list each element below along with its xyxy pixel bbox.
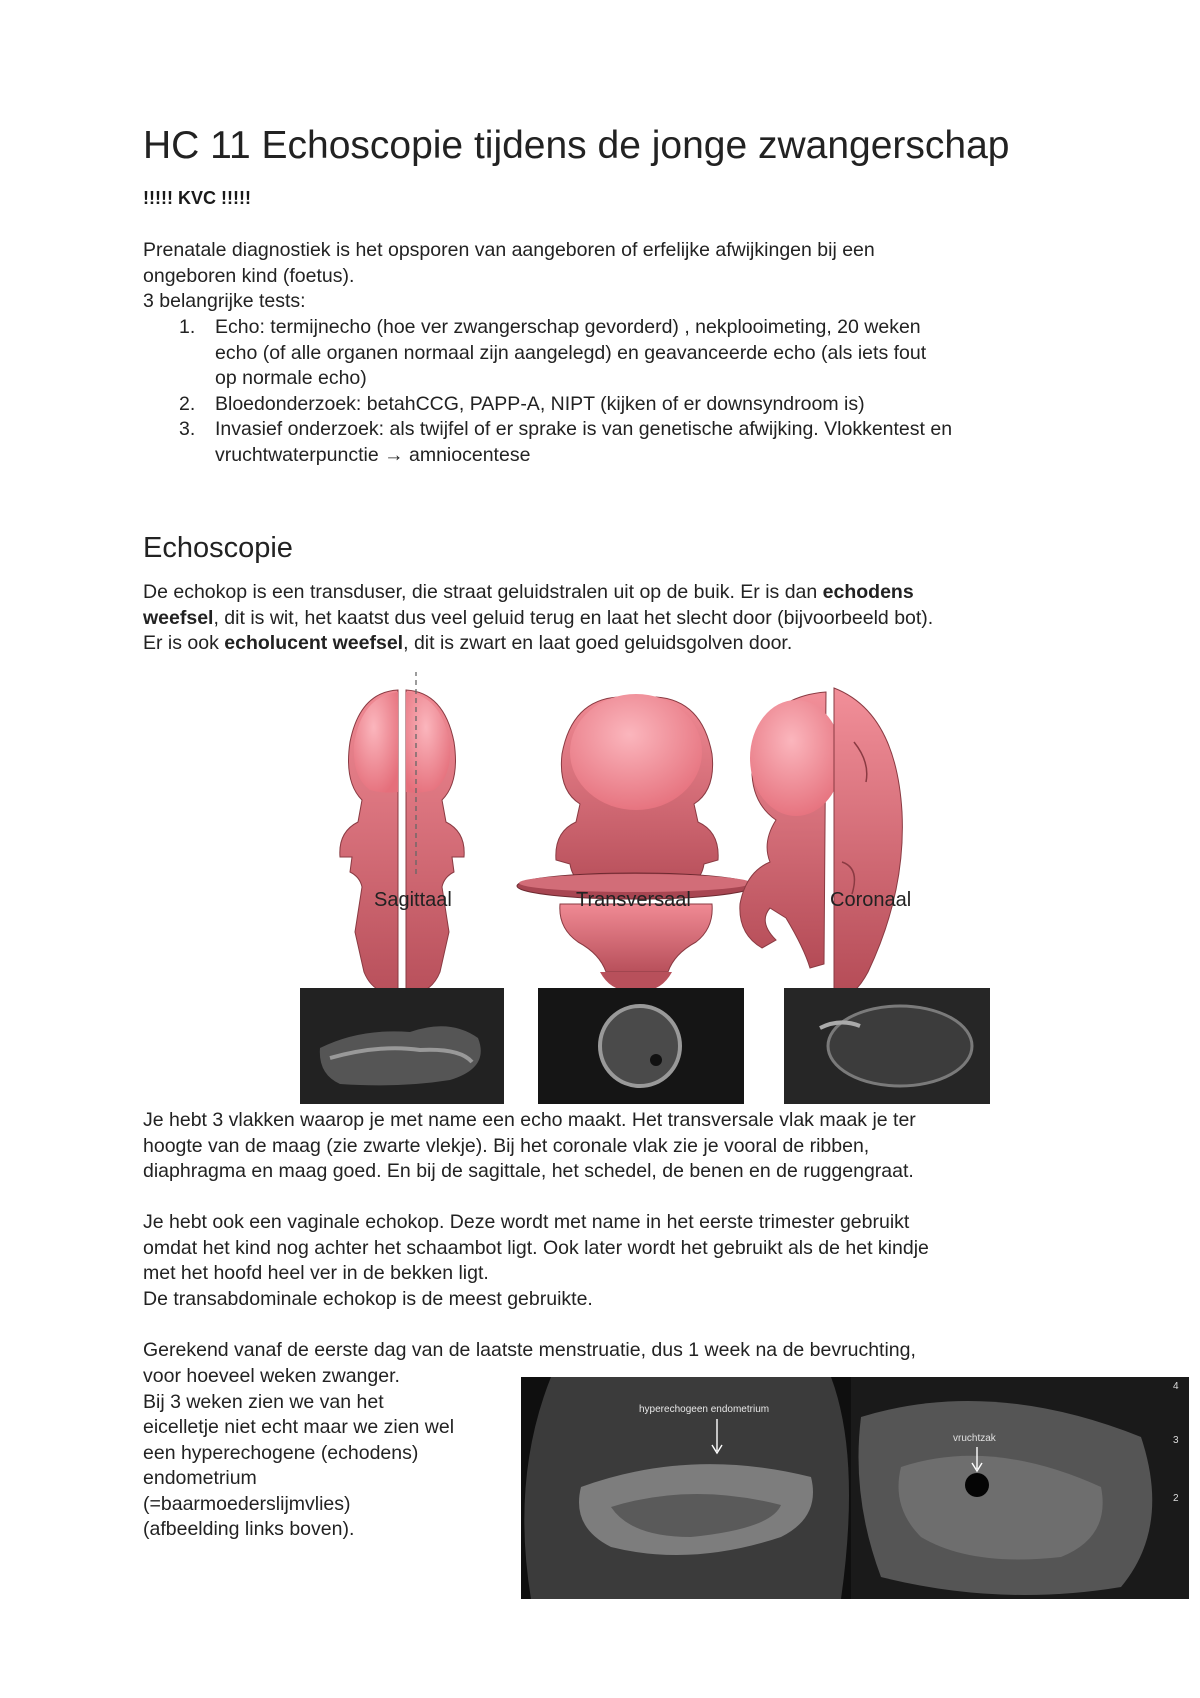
text-span: De echokop is een transduser, die straat geluidstralen uit op de buik. Er is dan — [143, 581, 823, 603]
intro-line: ongeboren kind (foetus). — [143, 264, 355, 287]
label-coronal: Coronaal — [830, 889, 912, 911]
list-line: Bloedonderzoek: betahCCG, PAPP-A, NIPT (kijken of er downsyndroom is) — [215, 392, 865, 415]
text-line: (afbeelding links boven). — [143, 1518, 355, 1540]
label-sagittal: Sagittaal — [374, 889, 452, 911]
text-span: Er is ook — [143, 632, 225, 654]
list-line: echo (of alle organen normaal zijn aangelegd) en geavanceerde echo (als iets fout — [215, 341, 927, 364]
transversal-embryo — [517, 694, 753, 991]
bold-term: echolucent weefsel — [224, 632, 404, 654]
intro-line: 3 belangrijke tests: — [143, 290, 306, 312]
section-heading: Echoscopie — [143, 532, 293, 564]
list-item — [143, 417, 1073, 468]
vaginal-paragraph — [143, 1210, 1103, 1312]
text-line: een hyperechogene (echodens) — [143, 1441, 419, 1464]
coronal-embryo — [740, 688, 903, 997]
us-scale-4: 4 — [1173, 1381, 1179, 1392]
echo-line — [143, 606, 1103, 632]
weeks-paragraph — [143, 1364, 523, 1543]
text-line: diaphragma en maag goed. En bij de sagittale, het schedel, de benen en de ruggengraat. — [143, 1160, 914, 1182]
tests-list — [143, 315, 1073, 468]
us-scale-2: 2 — [1173, 1493, 1179, 1504]
list-line: vruchtwaterpunctie → amniocentese — [215, 443, 531, 466]
text-line: hoogte van de maag (zie zwarte vlekje). Bij het coronale vlak zie je vooral de ribben, — [143, 1134, 870, 1157]
text-line: met het hoofd heel ver in de bekken ligt. — [143, 1262, 489, 1284]
intro-line: Prenatale diagnostiek is het opsporen van aangeboren of erfelijke afwijkingen bij een — [143, 239, 875, 261]
text-line: Je hebt 3 vlakken waarop je met name een echo maakt. Het transversale vlak maak je ter — [143, 1109, 916, 1131]
early-pregnancy-ultrasound — [521, 1377, 1189, 1599]
text-line: Je hebt ook een vaginale echokop. Deze wordt met name in het eerste trimester gebruikt — [143, 1211, 910, 1233]
text-line: De transabdominale echokop is de meest gebruikte. — [143, 1287, 593, 1310]
list-number: 1. — [179, 316, 196, 338]
text-line: omdat het kind nog achter het schaambot ligt. Ook later wordt het gebruikt als de het kindje — [143, 1236, 929, 1259]
text-line: endometrium — [143, 1467, 257, 1489]
kvc-note: !!!!! KVC !!!!! — [143, 188, 251, 208]
text-line: eicelletje niet echt maar we zien wel — [143, 1416, 455, 1438]
text-line: Gerekend vanaf de eerste dag van de laatste menstruatie, dus 1 week na de bevruchting, — [143, 1339, 916, 1361]
text-line: (=baarmoederslijmvlies) — [143, 1492, 351, 1515]
bold-term: echodens — [822, 581, 914, 603]
intro-paragraph — [143, 238, 1103, 315]
text-span: , dit is wit, het kaatst dus veel geluid terug en laat het slecht door (bijvoorbeeld bot). — [213, 606, 934, 629]
text-line: Bij 3 weken zien we van het — [143, 1390, 384, 1413]
list-line: Invasief onderzoek: als twijfel of er sprake is van genetische afwijking. Vlokkentest en — [215, 418, 953, 440]
text-line: voor hoeveel weken zwanger. — [143, 1365, 400, 1387]
list-number: 2. — [179, 392, 196, 415]
list-line: op normale echo) — [215, 367, 367, 389]
list-item — [143, 392, 1073, 418]
ultrasound-thumbnails — [300, 988, 990, 1104]
us-label-vruchtzak: vruchtzak — [953, 1433, 996, 1444]
list-line: Echo: termijnecho (hoe ver zwangerschap gevorderd) , nekplooimeting, 20 weken — [215, 316, 921, 338]
list-item — [143, 315, 1073, 392]
us-label-endometrium: hyperechogeen endometrium — [639, 1404, 770, 1415]
planes-paragraph — [143, 1108, 1103, 1185]
weeks-paragraph-intro — [143, 1338, 1103, 1364]
bold-term: weefsel — [143, 606, 214, 629]
page-title: HC 11 Echoscopie tijdens de jonge zwangerschap — [143, 124, 1010, 167]
us-scale-3: 3 — [1173, 1435, 1179, 1446]
sagittal-embryo — [340, 672, 464, 994]
echo-paragraph — [143, 580, 1103, 657]
echo-line — [143, 580, 1103, 606]
label-transversal: Transversaal — [576, 889, 691, 911]
text-span: , dit is zwart en laat goed geluidsgolven door. — [403, 632, 793, 654]
list-number: 3. — [179, 418, 196, 440]
echo-line — [143, 631, 1103, 657]
